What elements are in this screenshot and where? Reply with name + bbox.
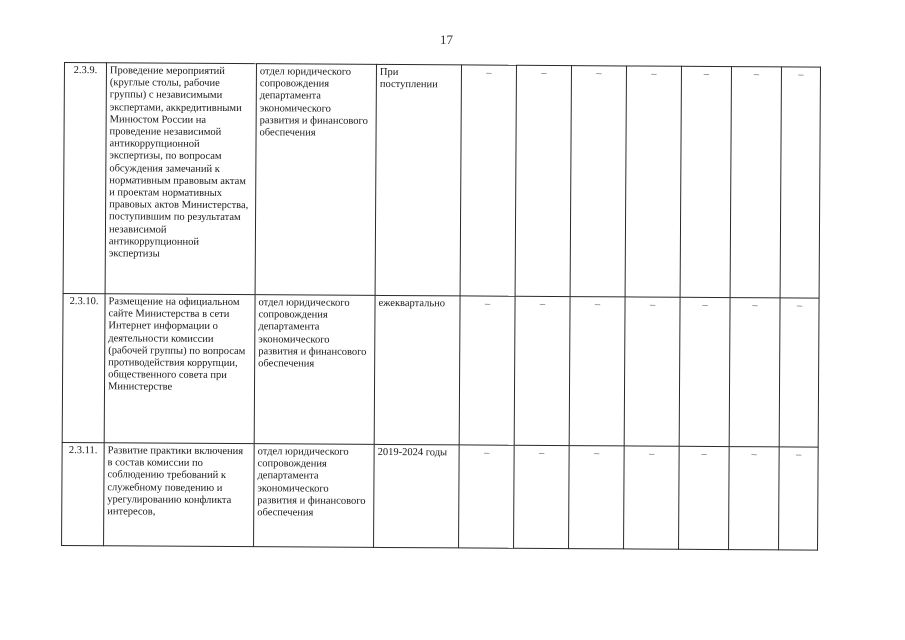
indicator-cell: – [459, 445, 515, 548]
indicator-cell: – [459, 296, 515, 445]
row-number: 2.3.11. [62, 442, 105, 545]
indicator-cell: – [730, 67, 781, 298]
indicator-cell: – [569, 297, 625, 446]
table-row [62, 293, 819, 447]
indicator-cell: – [680, 66, 731, 297]
indicator-cell: – [779, 447, 819, 550]
indicator-cell: – [570, 66, 626, 297]
indicator-cell: – [729, 298, 780, 447]
indicator-cell: – [624, 297, 680, 446]
indicator-cell: – [460, 65, 516, 296]
indicator-cell: – [779, 298, 819, 447]
executor-cell: отдел юридического сопровождения департамента экономического развития и финансового обеспечения [254, 444, 375, 548]
indicator-cell: – [514, 296, 570, 445]
deadline-cell: При поступлении [375, 64, 461, 296]
indicator-cell: – [514, 445, 570, 548]
deadline-cell: 2019-2024 годы [374, 444, 460, 548]
indicator-cell: – [515, 65, 571, 296]
action-cell: Развитие практики включения в состав комиссии по соблюдению требований к служебному поведению и урегулированию конфликта интересов, [104, 443, 255, 547]
indicator-cell: – [625, 66, 681, 297]
table-row [63, 63, 820, 299]
row-number: 2.3.9. [63, 63, 106, 294]
measures-table [61, 62, 821, 551]
deadline-cell: ежеквартально [374, 295, 460, 445]
table-row [62, 442, 819, 550]
indicator-cell: – [679, 297, 730, 446]
executor-cell: отдел юридического сопровождения департамента экономического развития и финансового обеспечения [254, 295, 375, 445]
indicator-cell: – [729, 447, 780, 550]
action-cell: Проведение мероприятий (круглые столы, рабочие группы) с независимыми экспертами, аккредитивными Минюстом России на проведение независимой антикоррупционной экспертизы, по вопросам обсуждения замечаний к нормативным правовым актам и проектам нормативных правовых актов Министерства, поступившим по результатам независимой антикоррупционной экспертизы [105, 63, 256, 295]
indicator-cell: – [679, 446, 730, 549]
indicator-cell: – [624, 446, 680, 549]
indicator-cell: – [780, 67, 820, 298]
indicator-cell: – [569, 446, 625, 549]
executor-cell: отдел юридического сопровождения департамента экономического развития и финансового обеспечения [255, 64, 376, 296]
page-number: 17 [440, 32, 453, 47]
action-cell: Размещение на официальном сайте Министерства в сети Интернет информации о деятельности комиссии (рабочей группы) по вопросам противодействия коррупции, общественного совета при Министерстве [104, 294, 255, 444]
row-number: 2.3.10. [62, 293, 105, 442]
